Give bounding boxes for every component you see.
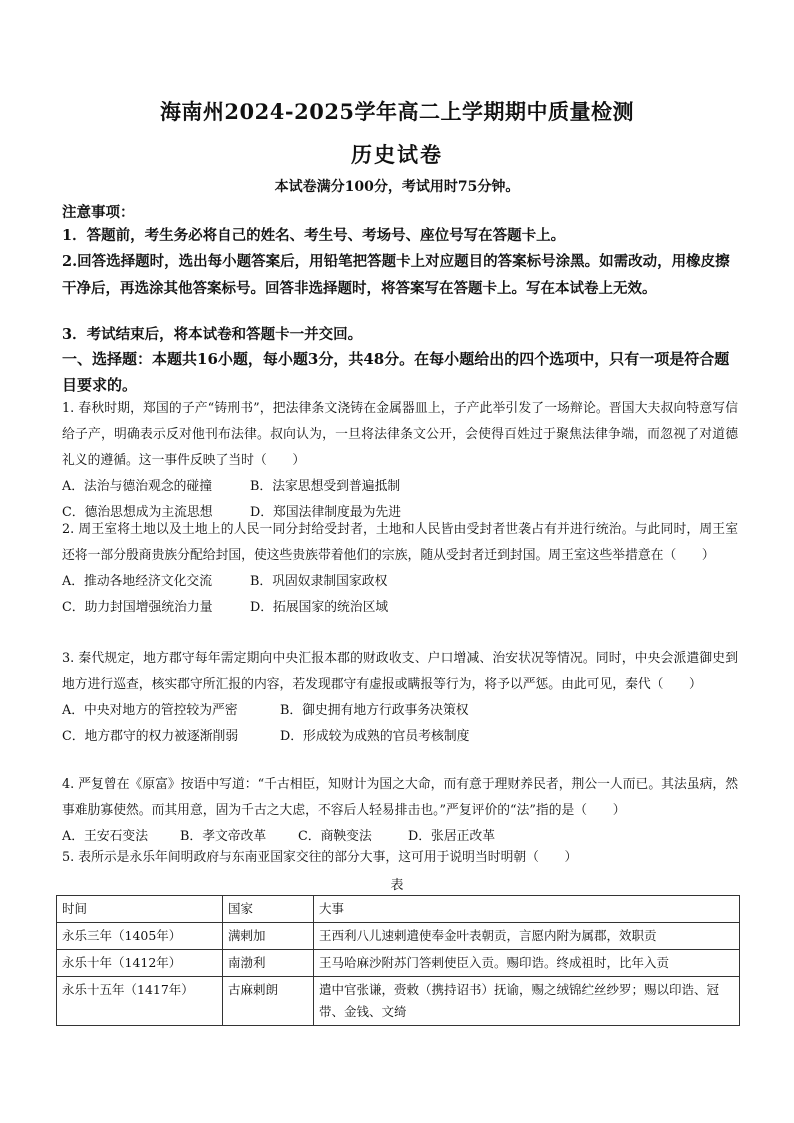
cell-event: 遣中官张谦，赍敕（携持诏书）抚谕，赐之绒锦纻丝纱罗；赐以印诰、冠带、金钱、文绮 bbox=[314, 977, 740, 1026]
question-5 bbox=[62, 845, 738, 871]
notice-item-1: 1．答题前，考生务必将自己的姓名、考生号、考场号、座位号写在答题卡上。 bbox=[62, 227, 566, 244]
exam-info: 本试卷满分100分，考试用时75分钟。 bbox=[274, 179, 520, 195]
exam-title: 海南州2024-2025学年高二上学期期中质量检测 bbox=[159, 99, 635, 124]
cell-event: 王马哈麻沙附苏门答剌使臣入贡。赐印诰。终成祖时，比年入贡 bbox=[314, 950, 740, 977]
cell-time: 永乐十年（1412年） bbox=[57, 950, 223, 977]
option-a: A．推动各地经济文化交流 bbox=[62, 574, 213, 589]
option-a: A．王安石变法 bbox=[62, 829, 149, 844]
cell-country: 古麻剌朗 bbox=[223, 977, 314, 1026]
col-header-time: 时间 bbox=[57, 896, 223, 923]
option-a: A．法治与德治观念的碰撞 bbox=[62, 479, 213, 494]
question-stem: 5. 表所示是永乐年间明政府与东南亚国家交往的部分大事，这可用于说明当时明朝（ ） bbox=[62, 850, 578, 865]
table-row bbox=[57, 950, 740, 977]
option-c: C．商鞅变法 bbox=[298, 829, 372, 844]
option-c: C．德治思想成为主流思想 bbox=[62, 505, 213, 520]
question-stem: 2. 周王室将土地以及土地上的人民一同分封给受封者，土地和人民皆由受封者世袭占有并进行统治。与此同时，周王室还将一部分殷商贵族分配给封国，使这些贵族带着他们的宗族，随从受封者迁到封国。周王室这些举措意在（ ） bbox=[62, 522, 738, 563]
notice-item-2: 2.回答选择题时，选出每小题答案后，用铅笔把答题卡上对应题目的答案标号涂黑。如需改动，用橡皮擦干净后，再选涂其他答案标号。回答非选择题时，将答案写在答题卡上。写在本试卷上无效。 bbox=[62, 253, 730, 297]
option-row bbox=[62, 474, 738, 500]
option-b: B．巩固奴隶制国家政权 bbox=[250, 574, 388, 589]
table-row bbox=[57, 977, 740, 1026]
option-c: C．助力封国增强统治力量 bbox=[62, 600, 213, 615]
col-header-event: 大事 bbox=[314, 896, 740, 923]
option-d: D．郑国法律制度最为先进 bbox=[250, 505, 402, 520]
question-stem: 3. 秦代规定，地方郡守每年需定期向中央汇报本郡的财政收支、户口增减、治安状况等情况。同时，中央会派遣御史到地方进行巡查，核实郡守所汇报的内容，若发现郡守有虚报或瞒报等行为，将予以严惩。由此可见，秦代（ ） bbox=[62, 651, 738, 692]
option-d: D．拓展国家的统治区域 bbox=[250, 600, 389, 615]
option-b: B．孝文帝改革 bbox=[180, 829, 267, 844]
option-c: C．地方郡守的权力被逐渐削弱 bbox=[62, 729, 239, 744]
events-table bbox=[56, 895, 740, 1026]
subject-title: 历史试卷 bbox=[351, 142, 443, 167]
option-b: B．御史拥有地方行政事务决策权 bbox=[280, 703, 469, 718]
question-2 bbox=[62, 517, 738, 621]
cell-event: 王西利八儿速剌遣使奉金叶表朝贡，言愿内附为属郡，效职贡 bbox=[314, 923, 740, 950]
option-d: D．张居正改革 bbox=[408, 829, 496, 844]
cell-time: 永乐十五年（1417年） bbox=[57, 977, 223, 1026]
col-header-country: 国家 bbox=[223, 896, 314, 923]
option-row bbox=[62, 698, 738, 724]
table-caption: 表 bbox=[390, 878, 404, 893]
cell-country: 满剌加 bbox=[223, 923, 314, 950]
notice-item-3: 3．考试结束后，将本试卷和答题卡一并交回。 bbox=[62, 326, 363, 343]
cell-country: 南渤利 bbox=[223, 950, 314, 977]
option-row bbox=[62, 724, 738, 750]
option-a: A．中央对地方的管控较为严密 bbox=[62, 703, 238, 718]
question-stem: 1. 春秋时期，郑国的子产“铸刑书”，把法律条文浇铸在金属器皿上，子产此举引发了一场辩论。晋国大夫叔向特意写信给子产，明确表示反对他刊布法律。叔向认为，一旦将法律条文公开，会使得百姓过于聚焦法律争端，而忽视了对道德礼义的遵循。这一事件反映了当时（ ） bbox=[62, 401, 738, 468]
section-heading: 一、选择题：本题共16小题，每小题3分，共48分。在每小题给出的四个选项中，只有一项是符合题目要求的。 bbox=[62, 350, 730, 394]
option-d: D．形成较为成熟的官员考核制度 bbox=[280, 729, 470, 744]
option-row bbox=[62, 595, 738, 621]
question-1 bbox=[62, 396, 738, 526]
question-3 bbox=[62, 646, 738, 750]
option-b: B．法家思想受到普遍抵制 bbox=[250, 479, 401, 494]
table-header-row bbox=[57, 896, 740, 923]
table-row bbox=[57, 923, 740, 950]
option-row bbox=[62, 569, 738, 595]
question-stem: 4. 严复曾在《原富》按语中写道：“千古相臣，知财计为国之大命，而有意于理财养民者，荆公一人而已。其法虽病，然事难肋寡使然。而其用意，固为千古之大虑，不容后人轻易排击也。”严复评价的“法”指的是（ ） bbox=[62, 777, 738, 818]
question-4 bbox=[62, 772, 738, 850]
cell-time: 永乐三年（1405年） bbox=[57, 923, 223, 950]
notice-heading: 注意事项： bbox=[62, 204, 135, 221]
